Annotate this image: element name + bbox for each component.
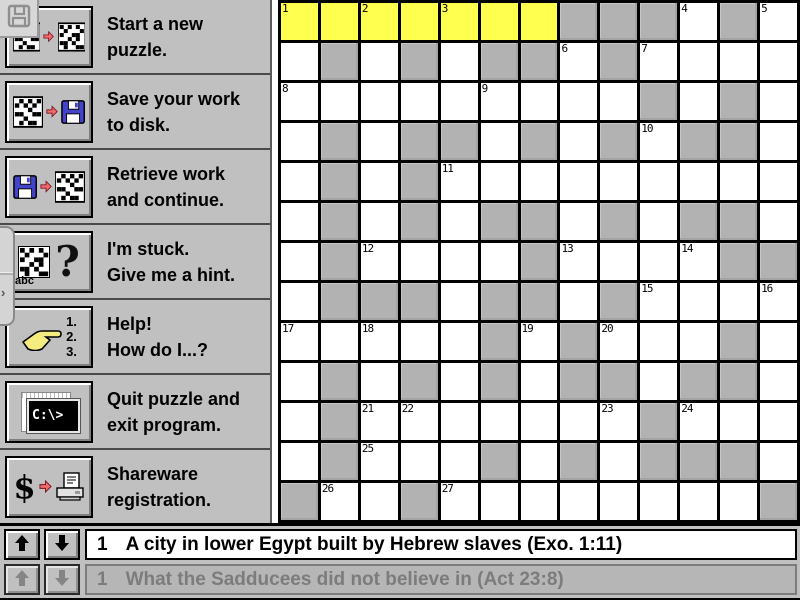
grid-cell[interactable]	[521, 363, 558, 400]
grid-cell-blocked	[720, 123, 757, 160]
dos-prompt-icon: C:\>	[19, 390, 79, 434]
grid-cell[interactable]	[720, 483, 757, 520]
grid-cell[interactable]	[441, 483, 478, 520]
grid-cell[interactable]	[600, 403, 637, 440]
grid-cell[interactable]	[680, 163, 717, 200]
mini-crossword-icon	[55, 171, 85, 203]
quit-button[interactable]	[5, 381, 93, 443]
grid-cell[interactable]	[361, 123, 398, 160]
mini-crossword-icon	[13, 96, 43, 128]
down-next-button[interactable]	[44, 564, 80, 595]
clue-bar	[0, 523, 800, 600]
grid-cell[interactable]	[560, 483, 597, 520]
grid-cell[interactable]	[321, 323, 358, 360]
clue-text: What the Sadducees did not believe in (Act 23:8)	[125, 568, 564, 590]
grid-cell[interactable]	[720, 403, 757, 440]
grid-cell[interactable]	[361, 403, 398, 440]
save-button[interactable]	[5, 81, 93, 143]
cell-number: 24	[681, 402, 693, 415]
sidebar-collapse-tab[interactable]	[0, 226, 15, 326]
grid-cell[interactable]	[680, 3, 717, 40]
cell-number: 16	[761, 282, 773, 295]
sidebar-item-label: Start a new puzzle.	[107, 13, 204, 60]
grid-cell[interactable]	[441, 403, 478, 440]
grid-cell[interactable]	[281, 163, 318, 200]
grid-cell[interactable]	[760, 363, 797, 400]
cell-number: 20	[601, 322, 613, 335]
grid-cell[interactable]	[441, 323, 478, 360]
grid-cell[interactable]	[600, 483, 637, 520]
grid-cell[interactable]	[281, 43, 318, 80]
grid-cell-blocked	[401, 363, 438, 400]
grid-cell-blocked	[720, 323, 757, 360]
cell-number: 9	[481, 82, 488, 95]
grid-cell[interactable]	[361, 83, 398, 120]
floppy-disk-icon	[7, 4, 31, 33]
grid-cell[interactable]	[560, 403, 597, 440]
sidebar	[0, 0, 272, 523]
cell-number: 12	[361, 242, 374, 255]
cell-number: 13	[561, 242, 573, 255]
grid-cell-blocked	[640, 403, 677, 440]
grid-cell[interactable]	[361, 483, 398, 520]
grid-cell[interactable]	[441, 203, 478, 240]
grid-cell-blocked	[401, 163, 438, 200]
cell-number: 3	[441, 2, 448, 15]
grid-cell[interactable]	[481, 123, 518, 160]
across-prev-button[interactable]	[4, 529, 40, 560]
grid-cell-blocked	[521, 203, 558, 240]
grid-cell-blocked	[720, 243, 757, 280]
grid-cell[interactable]	[401, 403, 438, 440]
grid-cell[interactable]	[401, 83, 438, 120]
grid-cell-blocked	[321, 403, 358, 440]
grid-cell[interactable]	[640, 323, 677, 360]
grid-cell-blocked	[640, 83, 677, 120]
grid-cell[interactable]	[680, 43, 717, 80]
grid-cell-blocked	[401, 123, 438, 160]
dollar-sign-icon: $	[13, 467, 36, 506]
sidebar-item-label: Save your work to disk.	[107, 88, 241, 135]
grid-cell[interactable]	[560, 203, 597, 240]
grid-cell[interactable]	[361, 363, 398, 400]
grid-cell[interactable]	[521, 483, 558, 520]
down-prev-button[interactable]	[4, 564, 40, 595]
grid-cell[interactable]	[361, 163, 398, 200]
grid-cell[interactable]	[600, 163, 637, 200]
down-clue-field[interactable]	[85, 564, 797, 595]
register-button[interactable]	[5, 456, 93, 518]
cell-number: 18	[361, 322, 374, 335]
cell-number: 1	[282, 2, 288, 15]
retrieve-button[interactable]	[5, 156, 93, 218]
grid-cell[interactable]	[640, 363, 677, 400]
arrow-right-icon	[46, 105, 58, 118]
grid-cell-highlighted[interactable]	[521, 3, 558, 40]
sidebar-item-new-puzzle	[0, 0, 270, 75]
cell-number: 11	[441, 162, 453, 175]
grid-cell-blocked	[481, 363, 518, 400]
clue-text: A city in lower Egypt built by Hebrew slaves (Exo. 1:11)	[125, 533, 623, 555]
grid-cell[interactable]	[401, 323, 438, 360]
grid-cell-blocked	[401, 483, 438, 520]
cell-number: 6	[561, 42, 568, 55]
grid-cell[interactable]	[281, 203, 318, 240]
grid-cell[interactable]	[680, 83, 717, 120]
grid-cell[interactable]	[640, 163, 677, 200]
grid-cell[interactable]	[281, 83, 318, 120]
cell-number: 2	[361, 2, 368, 15]
grid-cell-blocked	[521, 243, 558, 280]
grid-cell[interactable]	[441, 43, 478, 80]
grid-cell-blocked	[361, 283, 398, 320]
grid-cell-blocked	[720, 83, 757, 120]
cell-number: 27	[441, 482, 453, 495]
grid-cell[interactable]	[760, 203, 797, 240]
cell-number: 7	[641, 42, 647, 55]
cell-number: 14	[681, 242, 693, 255]
grid-cell-blocked	[560, 323, 597, 360]
grid-cell-blocked	[600, 363, 637, 400]
cell-number: 22	[401, 402, 414, 415]
across-next-button[interactable]	[44, 529, 80, 560]
grid-cell[interactable]	[521, 443, 558, 480]
cell-number: 23	[601, 402, 613, 415]
grid-cell-blocked	[640, 3, 677, 40]
sidebar-item-save	[0, 75, 270, 150]
grid-cell[interactable]	[760, 283, 797, 320]
crossword-grid[interactable]	[278, 0, 800, 523]
grid-cell[interactable]	[521, 403, 558, 440]
grid-cell-blocked	[640, 443, 677, 480]
cell-number: 8	[282, 82, 288, 95]
arrow-up-icon	[13, 534, 31, 555]
grid-cell[interactable]	[640, 123, 677, 160]
grid-cell[interactable]	[361, 443, 398, 480]
grid-cell[interactable]	[361, 43, 398, 80]
grid-cell[interactable]	[600, 443, 637, 480]
pointing-hand-icon	[21, 323, 63, 351]
grid-cell-blocked	[481, 43, 518, 80]
grid-cell[interactable]	[760, 3, 797, 40]
grid-cell[interactable]	[640, 203, 677, 240]
grid-cell[interactable]	[720, 163, 757, 200]
arrow-down-icon	[53, 534, 71, 555]
grid-cell[interactable]	[481, 243, 518, 280]
grid-cell-highlighted[interactable]	[481, 3, 518, 40]
grid-cell[interactable]	[361, 243, 398, 280]
numbered-steps-icon: 1. 2. 3.	[66, 314, 77, 359]
grid-cell[interactable]	[481, 483, 518, 520]
cell-number: 5	[761, 2, 767, 15]
grid-cell[interactable]	[281, 403, 318, 440]
grid-cell-blocked	[401, 203, 438, 240]
grid-cell-blocked	[481, 323, 518, 360]
cell-number: 25	[361, 442, 374, 455]
grid-cell-blocked	[680, 443, 717, 480]
grid-cell-blocked	[720, 203, 757, 240]
sidebar-item-label: I'm stuck. Give me a hint.	[107, 238, 236, 285]
grid-cell[interactable]	[361, 203, 398, 240]
grid-cell[interactable]	[441, 163, 478, 200]
grid-cell-blocked	[680, 363, 717, 400]
grid-cell-blocked	[760, 483, 797, 520]
floppy-disk-icon	[13, 174, 37, 200]
grid-cell[interactable]	[560, 123, 597, 160]
sidebar-item-retrieve	[0, 150, 270, 225]
grid-cell-blocked	[481, 203, 518, 240]
grid-cell[interactable]	[521, 323, 558, 360]
grid-cell[interactable]	[521, 163, 558, 200]
mini-crossword-icon	[18, 246, 50, 278]
grid-cell-blocked	[600, 123, 637, 160]
grid-cell[interactable]	[441, 443, 478, 480]
arrow-up-icon	[13, 569, 31, 590]
grid-cell-blocked	[401, 283, 438, 320]
arrow-right-icon	[43, 30, 54, 43]
cell-number: 10	[641, 122, 653, 135]
grid-cell[interactable]	[640, 283, 677, 320]
grid-cell[interactable]	[281, 123, 318, 160]
cell-number: 4	[681, 2, 687, 15]
sidebar-item-help	[0, 300, 270, 375]
grid-cell-highlighted[interactable]	[401, 3, 438, 40]
grid-cell[interactable]	[401, 243, 438, 280]
grid-cell[interactable]	[760, 123, 797, 160]
grid-cell[interactable]	[281, 363, 318, 400]
grid-cell[interactable]	[560, 163, 597, 200]
help-button[interactable]	[5, 306, 93, 368]
floppy-disk-icon	[61, 99, 85, 125]
cell-number: 15	[641, 282, 653, 295]
grid-cell-blocked	[441, 123, 478, 160]
grid-cell[interactable]	[600, 323, 637, 360]
arrow-down-icon	[53, 569, 71, 590]
grid-cell-blocked	[560, 363, 597, 400]
grid-cell-blocked	[321, 123, 358, 160]
grid-cell[interactable]	[281, 323, 318, 360]
grid-cell-blocked	[521, 123, 558, 160]
grid-cell-blocked	[560, 3, 597, 40]
across-clue-row	[0, 528, 800, 561]
grid-cell-blocked	[600, 203, 637, 240]
grid-cell-blocked	[560, 443, 597, 480]
grid-cell[interactable]	[401, 443, 438, 480]
grid-cell-highlighted[interactable]	[441, 3, 478, 40]
down-clue-row	[0, 563, 800, 596]
question-mark-icon: ?	[55, 236, 80, 286]
sidebar-item-label: Shareware registration.	[107, 463, 212, 510]
grid-cell[interactable]	[481, 83, 518, 120]
grid-cell[interactable]	[441, 83, 478, 120]
grid-cell[interactable]	[760, 323, 797, 360]
grid-cell-blocked	[321, 203, 358, 240]
grid-cell-blocked	[680, 203, 717, 240]
chevron-right-icon: ›	[1, 285, 6, 300]
grid-cell[interactable]	[560, 243, 597, 280]
grid-cell-blocked	[321, 43, 358, 80]
grid-cell[interactable]	[281, 283, 318, 320]
clue-number: 1	[97, 568, 108, 590]
sidebar-item-hint	[0, 225, 270, 300]
hint-button[interactable]	[5, 231, 93, 293]
mini-crossword-icon	[58, 21, 85, 53]
mini-floppy-button[interactable]	[0, 0, 39, 38]
grid-cell[interactable]	[680, 483, 717, 520]
grid-cell[interactable]	[441, 283, 478, 320]
grid-cell[interactable]	[441, 243, 478, 280]
grid-cell[interactable]	[521, 83, 558, 120]
grid-cell[interactable]	[481, 403, 518, 440]
cell-number: 19	[521, 322, 533, 335]
grid-cell[interactable]	[361, 323, 398, 360]
grid-cell[interactable]	[640, 43, 677, 80]
grid-cell-blocked	[720, 3, 757, 40]
across-clue-field[interactable]	[85, 529, 797, 560]
grid-cell-blocked	[680, 123, 717, 160]
grid-cell-blocked	[720, 443, 757, 480]
grid-cell-blocked	[521, 283, 558, 320]
cell-number: 26	[321, 482, 334, 495]
grid-cell[interactable]	[640, 243, 677, 280]
cell-number: 21	[361, 402, 374, 415]
grid-cell[interactable]	[560, 283, 597, 320]
abc-label: abc	[15, 274, 34, 287]
grid-cell[interactable]	[680, 403, 717, 440]
arrow-right-icon	[39, 480, 52, 493]
grid-cell-blocked	[281, 483, 318, 520]
grid-cell-blocked	[321, 243, 358, 280]
grid-cell[interactable]	[281, 443, 318, 480]
grid-cell[interactable]	[760, 43, 797, 80]
grid-cell[interactable]	[680, 323, 717, 360]
grid-cell-blocked	[481, 283, 518, 320]
grid-cell-highlighted[interactable]	[321, 3, 358, 40]
sidebar-item-label: Help! How do I...?	[107, 313, 208, 360]
grid-cell-highlighted[interactable]	[361, 3, 398, 40]
grid-cell[interactable]	[441, 363, 478, 400]
sidebar-item-label: Retrieve work and continue.	[107, 163, 226, 210]
grid-cell-blocked	[521, 43, 558, 80]
printer-icon	[55, 472, 85, 502]
arrow-right-icon	[40, 180, 52, 193]
grid-cell-blocked	[600, 283, 637, 320]
sidebar-item-label: Quit puzzle and exit program.	[107, 388, 240, 435]
grid-cell[interactable]	[321, 83, 358, 120]
grid-cell[interactable]	[680, 283, 717, 320]
grid-cell[interactable]	[760, 443, 797, 480]
grid-cell-blocked	[600, 43, 637, 80]
grid-cell[interactable]	[760, 163, 797, 200]
grid-cell[interactable]	[281, 243, 318, 280]
grid-cell[interactable]	[720, 43, 757, 80]
grid-cell-blocked	[720, 363, 757, 400]
grid-cell-blocked	[401, 43, 438, 80]
grid-cell-highlighted[interactable]	[281, 3, 318, 40]
grid-cell[interactable]	[760, 403, 797, 440]
grid-cell[interactable]	[560, 43, 597, 80]
grid-cell[interactable]	[560, 83, 597, 120]
grid-cell-blocked	[600, 3, 637, 40]
grid-cell[interactable]	[760, 83, 797, 120]
grid-cell-blocked	[760, 243, 797, 280]
grid-cell-blocked	[321, 363, 358, 400]
grid-cell[interactable]	[720, 283, 757, 320]
grid-cell[interactable]	[680, 243, 717, 280]
grid-cell[interactable]	[481, 163, 518, 200]
grid-cell[interactable]	[600, 243, 637, 280]
sidebar-item-register	[0, 450, 270, 523]
grid-cell[interactable]	[321, 483, 358, 520]
grid-cell-blocked	[321, 283, 358, 320]
grid-cell[interactable]	[600, 83, 637, 120]
grid-cell[interactable]	[640, 483, 677, 520]
clue-number: 1	[97, 533, 108, 555]
cell-number: 17	[282, 322, 294, 335]
sidebar-item-quit	[0, 375, 270, 450]
grid-cell-blocked	[321, 163, 358, 200]
grid-cell-blocked	[481, 443, 518, 480]
grid-cell-blocked	[321, 443, 358, 480]
